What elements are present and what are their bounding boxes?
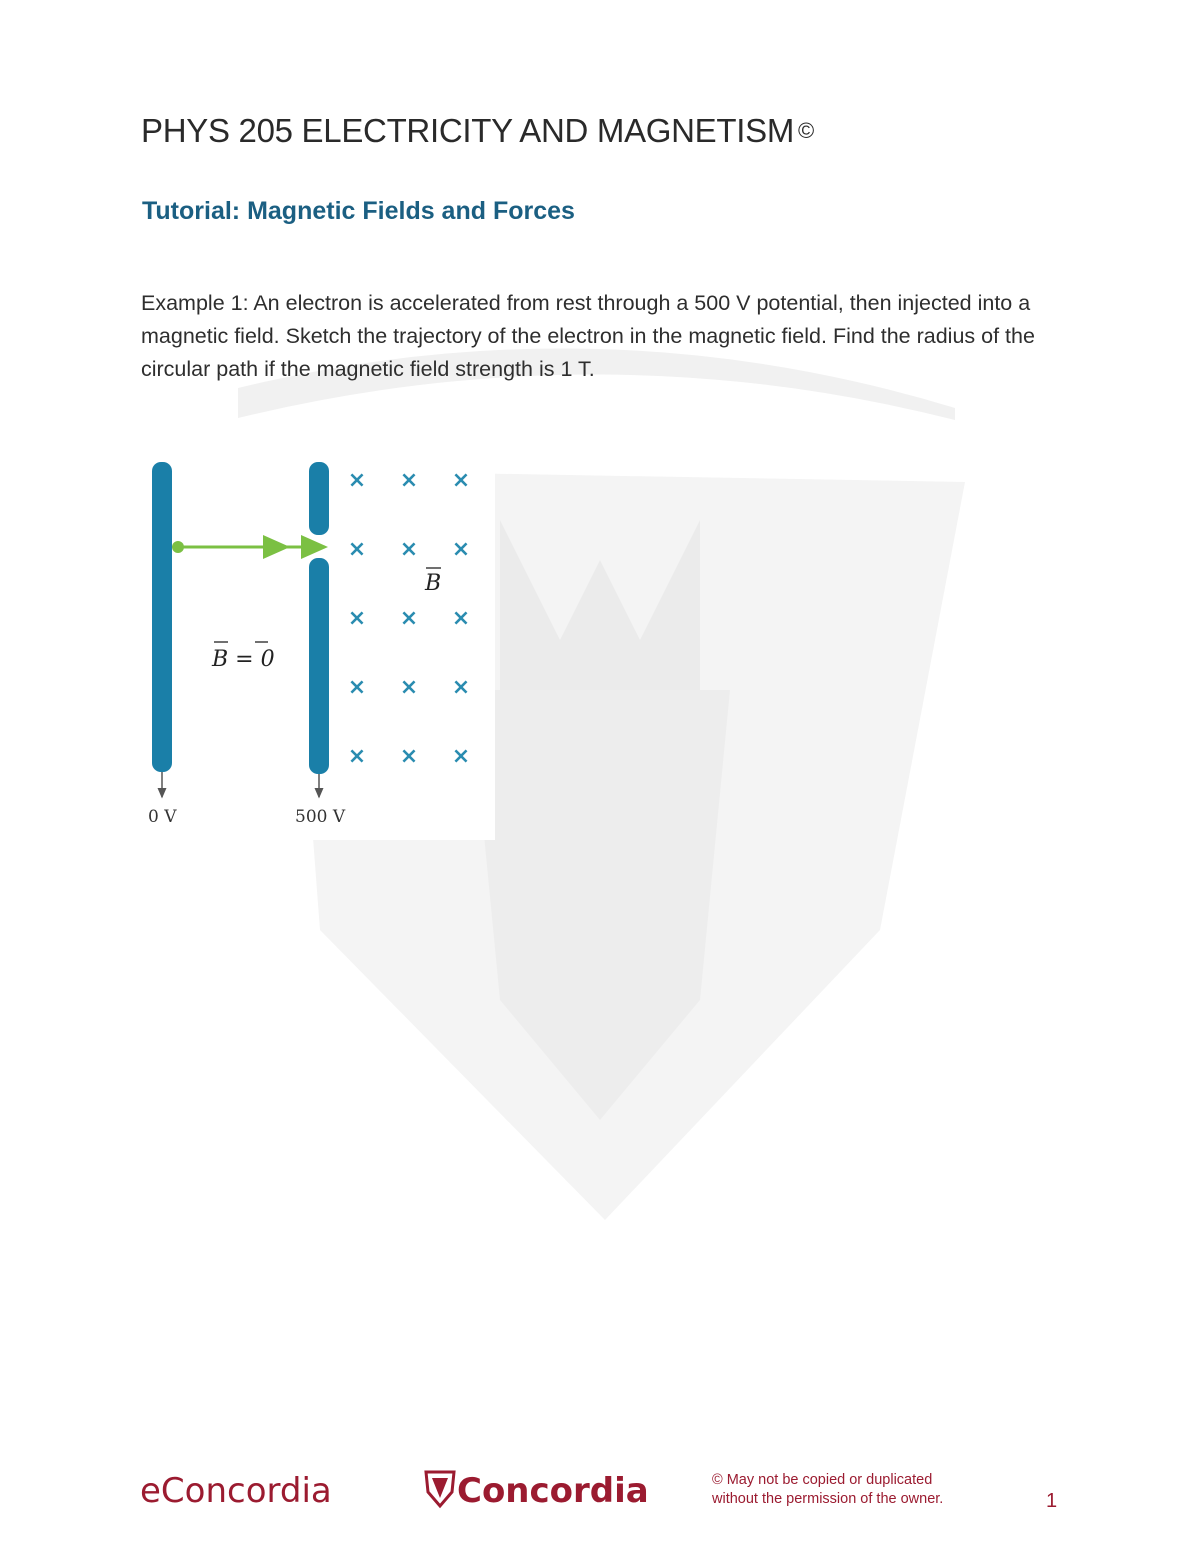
copyright-notice-line-2: without the permission of the owner.	[712, 1491, 944, 1507]
no-field-label	[211, 642, 275, 672]
field-into-page-mark: ×	[451, 675, 471, 700]
field-into-page-mark: ×	[399, 606, 419, 631]
copyright-mark: ©	[798, 118, 814, 143]
example-1-text: Example 1: An electron is accelerated from rest through a 500 V potential, then injected into a magnetic field. Sketch the trajectory of the electron in the magnetic field. Find the radius of the circular path if the magnetic field strength is 1 T.	[141, 291, 1035, 381]
field-into-page-mark: ×	[399, 744, 419, 769]
right-plate-label: 500 V	[295, 807, 346, 827]
field-into-page-mark: ×	[347, 537, 367, 562]
field-into-page-mark: ×	[451, 606, 471, 631]
field-into-page-mark: ×	[347, 468, 367, 493]
left-plate	[152, 462, 172, 772]
copyright-notice	[712, 1471, 943, 1509]
field-into-page-mark: ×	[399, 468, 419, 493]
right-plate-lower	[309, 558, 329, 774]
tutorial-title: Tutorial: Magnetic Fields and Forces	[142, 197, 575, 225]
field-marks	[348, 468, 470, 769]
econcordia-logo-text: eConcordia	[140, 1471, 332, 1511]
page-number: 1	[1046, 1490, 1058, 1512]
concordia-logo-text: Concordia	[457, 1471, 649, 1511]
field-region-label: B	[425, 571, 442, 596]
course-title	[141, 112, 814, 150]
concordia-logo	[424, 1462, 664, 1517]
field-into-page-mark: ×	[347, 744, 367, 769]
field-into-page-mark: ×	[451, 537, 471, 562]
field-into-page-mark: ×	[347, 675, 367, 700]
diagram-svg	[140, 452, 495, 840]
econcordia-logo	[140, 1462, 380, 1517]
field-into-page-mark: ×	[399, 537, 419, 562]
copyright-notice-line-1: © May not be copied or duplicated	[712, 1472, 933, 1488]
field-into-page-mark: ×	[451, 468, 471, 493]
right-plate-upper	[309, 462, 329, 535]
field-into-page-mark: ×	[399, 675, 419, 700]
field-into-page-mark: ×	[347, 606, 367, 631]
concordia-logo-svg	[424, 1462, 664, 1512]
econcordia-logo-svg	[140, 1462, 380, 1512]
course-title-text: PHYS 205 ELECTRICITY AND MAGNETISM	[141, 112, 795, 149]
field-into-page-mark: ×	[451, 744, 471, 769]
no-field-label-text: B = 0	[212, 647, 275, 672]
left-plate-label: 0 V	[148, 807, 177, 827]
electron-accelerator-diagram	[140, 452, 495, 840]
